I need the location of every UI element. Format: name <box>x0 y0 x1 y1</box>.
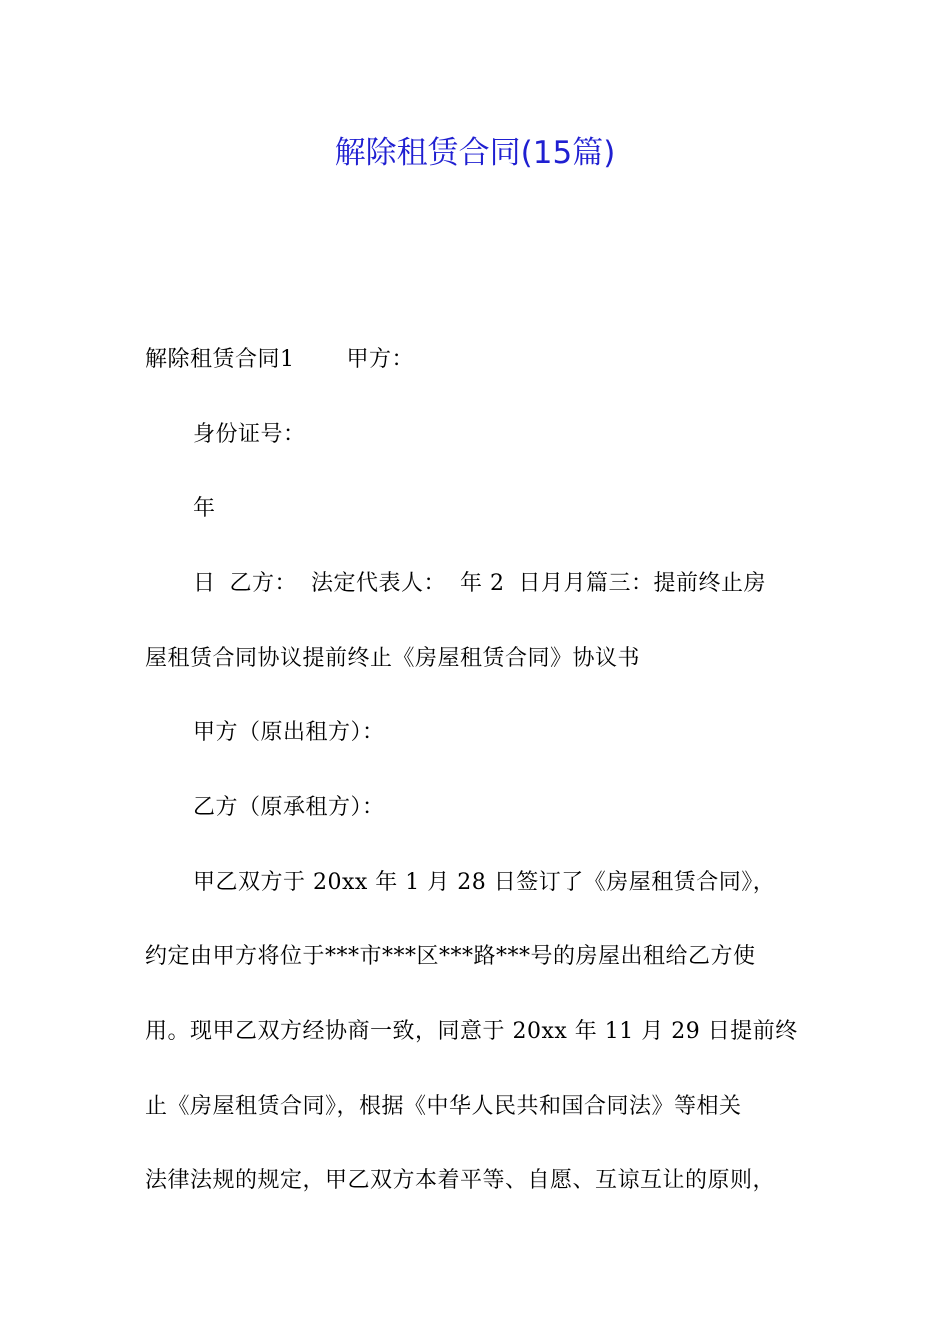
text-fragment: 日月月篇三：提前终止房 <box>518 571 767 596</box>
text-line-1 <box>145 345 825 375</box>
text-line-8: 甲乙双方于 20xx 年 1 月 28 日签订了《房屋租赁合同》， <box>193 870 776 895</box>
party-a-label: 甲方： <box>346 347 415 372</box>
text-fragment: 法定代表人： <box>311 571 447 596</box>
text-line-12: 法律法规的规定，甲乙双方本着平等、自愿、互谅互让的原则， <box>145 1168 776 1193</box>
text-line-4 <box>193 569 825 599</box>
section-heading: 解除租赁合同1 <box>145 347 295 372</box>
text-fragment: 乙方： <box>229 571 298 596</box>
text-line-5: 屋租赁合同协议提前终止《房屋租赁合同》协议书 <box>145 646 641 671</box>
text-line-10: 用。现甲乙双方经协商一致，同意于 20xx 年 11 月 29 日提前终 <box>145 1019 798 1044</box>
text-line-9: 约定由甲方将位于***市***区***路***号的房屋出租给乙方使 <box>145 944 756 969</box>
document-title: 解除租赁合同(15篇) <box>334 135 616 171</box>
text-line-6: 甲方（原出租方）： <box>193 720 385 745</box>
text-fragment: 日 <box>193 571 216 596</box>
text-fragment: 年 2 <box>460 571 505 596</box>
text-line-2: 身份证号： <box>193 422 306 447</box>
text-line-7: 乙方（原承租方）： <box>193 795 385 820</box>
text-line-11: 止《房屋租赁合同》，根据《中华人民共和国合同法》等相关 <box>145 1094 742 1119</box>
text-line-3: 年 <box>193 496 216 521</box>
